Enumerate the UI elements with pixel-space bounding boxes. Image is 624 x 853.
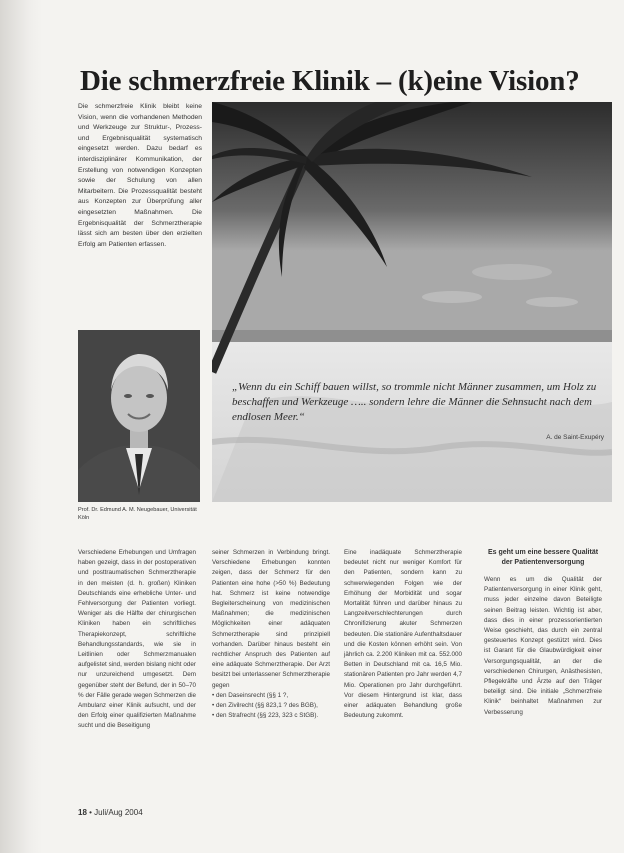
- quote-text: „Wenn du ein Schiff bauen willst, so trommle nicht Männer zusammen, um Holz zu beschaffen und Werkzeuge ….. sondern lehre die Männer die Sehnsucht nach dem endlosen Meer.“: [232, 381, 597, 423]
- body-column-1: Verschiedene Erhebungen und Umfragen haben gezeigt, dass in der postoperativen und posttraumatischen Schmerztherapie in den meisten (d. h. großen) Kliniken Deutschlands eine erhebliche Unter- und Fehlversorgung der Patienten vorliegt. Weniger als die Hälfte der chirurgischen Kliniken haben ein schriftliches Therapiekonzept, schriftliche Behandlungsstandards, wie sie in Leitlinien oder Schmerzmanualen aufgelistet sind, werden bislang nicht oder nur unzureichend umgesetzt. Dem gegenüber steht der Befund, der in 50–70 % der Fälle gerade wegen Schmerzen die Ambulanz einer Klinik aufsucht, und der den Erfolg einer qualifizierten Maßnahme sucht und die Beseitigung: [78, 549, 196, 730]
- list-item: • den Zivilrecht (§§ 823,1 ? des BGB),: [212, 701, 330, 711]
- page-edge-shadow: [0, 0, 42, 853]
- body-column-4: [484, 548, 602, 718]
- page-number: 18: [78, 808, 87, 817]
- body-column-4-text: Wenn es um die Qualität der Patientenversorgung in einer Klinik geht, muss jeder einzelne davon Beteiligte seinen Beitrag leisten. Wichtig ist aber, dass dies in einer prozessorientierten Weise geschieht, das durch ein zentral gesteuertes Konzept gestützt wird. Dies ist Garant für die Glaubwürdigkeit einer Versorgungsqualität, an der die verschiedenen Chirurgen, Anästhesisten, Pflegekräfte und Ärzte auf den Träger beteiligt sind. Die initiale „Schmerzfreie Klinik“ beinhaltet Maßnahmen zur Verbesserung: [484, 576, 602, 716]
- author-portrait: [78, 330, 200, 502]
- list-item: • den Strafrecht (§§ 223, 323 c StGB).: [212, 711, 330, 721]
- article-title: Die schmerzfreie Klinik – (k)eine Vision?: [80, 65, 580, 98]
- portrait-image: [78, 330, 200, 502]
- body-column-3: Eine inadäquate Schmerztherapie bedeutet nicht nur weniger Komfort für den Patienten, sondern kann zu schwerwiegenden Folgen wie der Erhöhung der Morbidität und sogar Mortalität führen und darüber hinaus zu Langzeitverschlechterungen durch Chronifizierung akuter Schmerzen bedeuten. Die stationäre Aufenthaltsdauer und die Kosten können erhöht sein. Von jährlich ca. 2.200 Kliniken mit ca. 552.000 Betten in Deutschland mit ca. 16,5 Mio. stationären Patienten pro Jahr werden 4,7 Mio. Operationen pro Jahr durchgeführt. Vor diesem Hintergrund ist klar, dass einer adäquaten Behandlung große Bedeutung zukommt.: [344, 549, 462, 720]
- list-item: • den Daseinsrecht (§§ 1 ?,: [212, 691, 330, 701]
- body-column-2: [212, 548, 330, 721]
- legal-list: [212, 691, 330, 722]
- intro-paragraph: Die schmerzfreie Klinik bleibt keine Vision, wenn die vorhandenen Methoden und Werkzeuge zur Struktur-, Prozess- und Ergebnisqualität systematisch eingesetzt werden. Dazu bedarf es interdisziplinärer Kommunikation, der Erstellung von notwendigen Konzepten sowie der Schulung von allen Mitarbeitern. Die Prozessqualität besteht aus Konzepten zur Überprüfung aller eingesetzten Maßnahmen. Die Ergebnisqualität der Schmerztherapie lässt sich am besten über den erzielten Erfolg am Patienten erfassen.: [78, 103, 202, 248]
- quote-author: A. de Saint-Exupéry: [546, 434, 604, 441]
- palm-beach-image: [212, 102, 612, 502]
- beach-photo: [212, 102, 612, 502]
- portrait-caption: Prof. Dr. Edmund A. M. Neugebauer, Universität Köln: [78, 507, 197, 521]
- body-column-2-text: seiner Schmerzen in Verbindung bringt. Verschiedene Erhebungen konnten zeigen, dass der Schmerz für den Patienten eine hohe (>50 %) Bedeutung hat. Schmerz ist keine notwendige Begleiterscheinung von medizinischen Maßnahmen; die medizinischen Möglichkeiten einer adäquaten Schmerztherapie sind prinzipiell vorhanden. Darüber hinaus besteht ein rechtlicher Anspruch des Patienten auf eine adäquate Schmerztherapie. Der Arzt besitzt bei unterlassener Schmerztherapie gegen: [212, 549, 330, 689]
- page-footer: [78, 808, 143, 817]
- issue-label: • Juli/Aug 2004: [89, 808, 143, 817]
- section-heading: Es geht um eine bessere Qualität der Patientenversorgung: [487, 549, 599, 566]
